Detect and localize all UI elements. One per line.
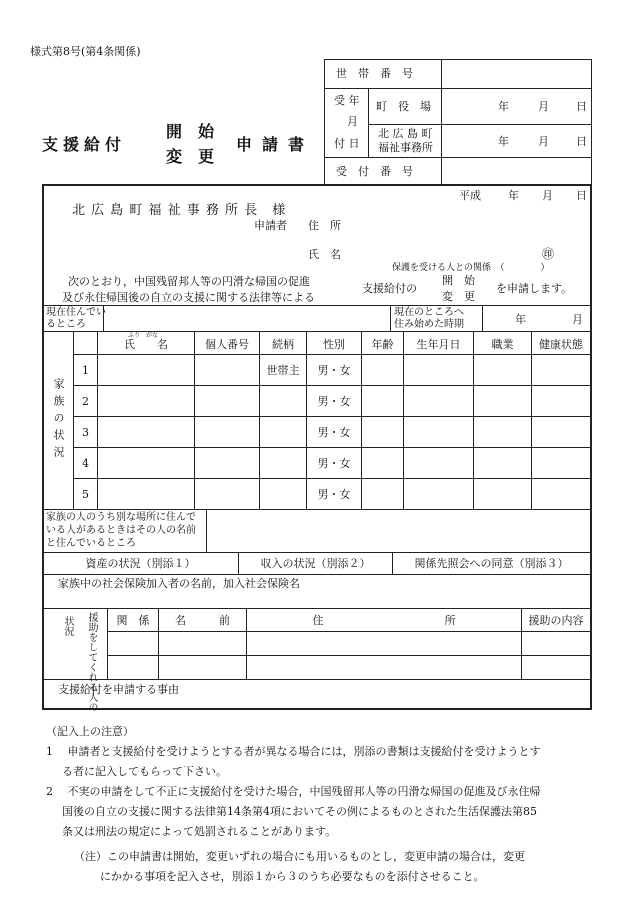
note-3-line-1: （注）この申請書は開始，変更いずれの場合にも用いるものとし，変更申請の場合は，変更	[74, 850, 525, 863]
note-2-line-1: 2 不実の申請をして不正に支援給付を受けた場合，中国残留邦人等の円滑な帰国の促進及び永住帰	[46, 785, 541, 798]
row-number: 1	[82, 364, 89, 377]
assistance-col-address: 住 所	[312, 614, 456, 627]
row-relationship: 世帯主	[266, 364, 300, 377]
household-number-label: 世 帯 番 号	[336, 67, 413, 80]
receipt-date-label-2: 月	[347, 115, 358, 128]
welfare-office-label-2: 福祉事務所	[378, 141, 433, 154]
date-day: 日	[576, 189, 587, 202]
row-number: 5	[82, 488, 89, 501]
family-side-label: 家族の状況	[52, 378, 65, 463]
col-birthdate: 生年月日	[416, 338, 461, 351]
apply-label: を申請します。	[496, 282, 573, 295]
separate-label-3: と住んでいるところ	[46, 538, 136, 549]
col-age: 年齢	[371, 338, 394, 351]
row-sex: 男・女	[317, 457, 351, 470]
row-sex: 男・女	[317, 488, 351, 501]
note-1-line-1: 1 申請者と支援給付を受けようとする者が異なる場合には，別添の書類は支援給付を受けようとす	[46, 745, 541, 758]
col-health: 健康状態	[539, 338, 583, 351]
separate-label-1: 家族の人のうち別な場所に住んで	[46, 512, 196, 523]
date-era: 平成	[459, 189, 481, 202]
assistance-col-name: 名 前	[175, 614, 230, 627]
attachment-assets: 資産の状況（別添１）	[85, 557, 196, 570]
welfare-office-label-1: 北 広 島 町	[378, 127, 433, 140]
assistance-side-label-2: 援助をしてくれる人の	[86, 612, 97, 712]
move-in-label-1: 現在のところへ	[394, 307, 464, 318]
body-line-2: 及び永住帰国後の自立の支援に関する法律等による	[62, 291, 315, 304]
row-number: 2	[82, 395, 89, 408]
receipt-month-1: 月	[538, 100, 549, 113]
furigana-label: ふり がな	[128, 332, 159, 339]
addressee: 北 広 島 町 福 祉 事 務 所 長 様	[72, 203, 287, 218]
move-in-month: 月	[572, 313, 583, 326]
attachment-income: 収入の状況（別添２）	[260, 557, 371, 570]
title-open: 開 始	[166, 122, 215, 141]
change-option: 変 更	[442, 290, 475, 303]
note-1-line-2: る者に記入してもらって下さい。	[62, 765, 227, 778]
row-sex: 男・女	[317, 364, 351, 377]
col-relationship: 続柄	[272, 338, 294, 351]
assistance-col-relation: 関 係	[116, 614, 150, 627]
row-number: 3	[82, 426, 89, 439]
date-year: 年	[508, 189, 519, 202]
support-of-label: 支援給付の	[362, 282, 417, 295]
open-option: 開 始	[442, 274, 475, 287]
town-office-label: 町 役 場	[376, 100, 431, 113]
receipt-year-2: 年	[498, 135, 509, 148]
col-occupation: 職業	[491, 338, 514, 351]
current-place-label-1: 現在住んでい	[46, 307, 106, 318]
title-application: 申請書	[236, 135, 315, 154]
move-in-year: 年	[515, 313, 526, 326]
seal-mark: ㊞	[542, 247, 555, 261]
move-in-label-2: 住み始めた時期	[394, 319, 464, 330]
separate-label-2: いる人があるときはその人の名前	[46, 525, 196, 536]
insurance-label: 家族中の社会保険加入者の名前，加入社会保険名	[58, 577, 300, 590]
row-number: 4	[82, 457, 89, 470]
assistance-side-label-1: 状況	[62, 616, 73, 636]
col-sex: 性別	[323, 338, 345, 351]
address-label: 住 所	[308, 219, 341, 232]
col-name: 氏 名	[124, 338, 168, 351]
attachment-consent: 関係先照会への同意（別添３）	[414, 557, 569, 570]
receipt-day-2: 日	[576, 135, 587, 148]
row-sex: 男・女	[317, 395, 351, 408]
receipt-day-1: 日	[576, 100, 587, 113]
title-change: 変 更	[166, 147, 215, 166]
applicant-label: 申請者	[254, 219, 287, 232]
notes-heading: （記入上の注意）	[46, 725, 134, 738]
title-support: 支援給付	[42, 135, 127, 154]
current-place-label-2: るところ	[46, 319, 86, 330]
receipt-month-2: 月	[538, 135, 549, 148]
date-month: 月	[542, 189, 553, 202]
assistance-col-content: 援助の内容	[528, 614, 584, 627]
relation-label: 保護を受ける人との関係 （ ）	[392, 263, 550, 273]
form-number: 様式第8号(第4条関係)	[30, 45, 141, 58]
row-sex: 男・女	[317, 426, 351, 439]
note-2-line-3: 条又は刑法の規定によって処罰されることがあります。	[62, 825, 337, 838]
note-3-line-2: にかかる事項を記入させ，別添１から３のうち必要なものを添付させること。	[100, 870, 485, 883]
receipt-number-label: 受 付 番 号	[336, 165, 413, 178]
receipt-year-1: 年	[498, 100, 509, 113]
receipt-date-label-3: 付 日	[334, 137, 360, 150]
body-line-1: 次のとおり，中国残留邦人等の円滑な帰国の促進	[68, 275, 310, 288]
note-2-line-2: 国後の自立の支援に関する法律第14条第4項においてその例によるものとされた生活保護法第85	[62, 805, 537, 818]
name-label: 氏 名	[308, 248, 341, 261]
receipt-date-label-1: 受 年	[334, 94, 360, 107]
reason-label: 支援給付を申請する事由	[58, 683, 179, 696]
col-personal-number: 個人番号	[205, 338, 249, 351]
